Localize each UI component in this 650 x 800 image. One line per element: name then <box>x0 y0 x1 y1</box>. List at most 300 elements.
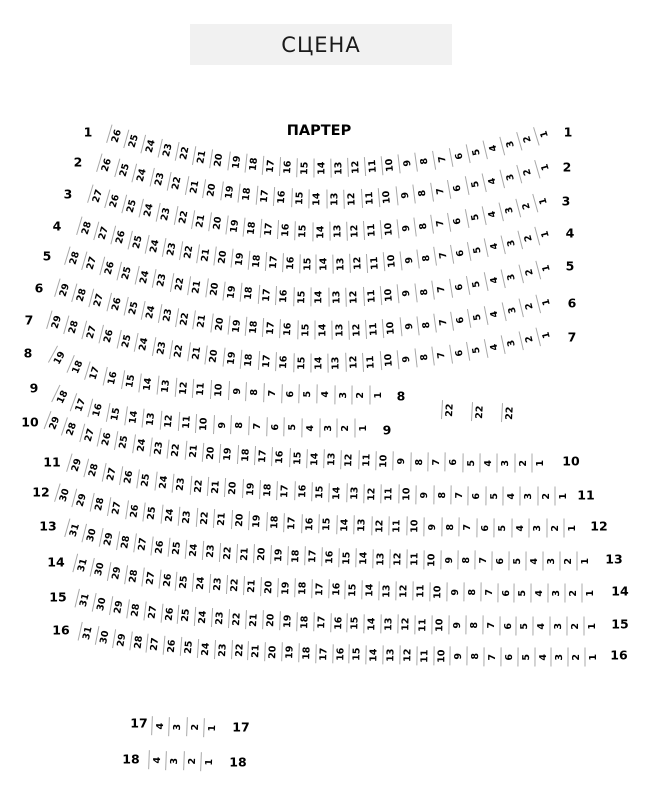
seat-row7-18[interactable] <box>240 349 259 369</box>
seat-row3-19[interactable] <box>225 215 244 236</box>
seat-row18-4[interactable] <box>148 750 166 770</box>
seat-row12-24[interactable] <box>160 505 179 526</box>
seat-row3-12[interactable] <box>346 221 364 241</box>
seat-row12-6[interactable] <box>476 518 493 537</box>
seat-row12-22[interactable] <box>196 508 214 528</box>
seat-row11-6[interactable] <box>468 486 485 505</box>
seat-row6-18[interactable] <box>245 317 264 337</box>
seat-row4-19[interactable] <box>230 249 249 270</box>
seat-row5-23[interactable] <box>152 269 172 291</box>
seat-row15-27[interactable] <box>143 602 162 623</box>
seat-row11-13[interactable] <box>346 483 364 502</box>
seat-row10-17[interactable] <box>254 446 272 466</box>
seat-row15-13[interactable] <box>380 614 397 633</box>
seat-row6-19[interactable] <box>227 315 246 336</box>
seat-row12-25[interactable] <box>143 503 162 524</box>
seat-row11-24[interactable] <box>154 472 173 493</box>
seat-row6-10[interactable] <box>382 318 400 338</box>
seat-row2-12[interactable] <box>343 189 361 209</box>
seat-row16-17[interactable] <box>315 644 333 663</box>
seat-row5-3[interactable] <box>501 265 522 287</box>
seat-row10-11[interactable] <box>358 451 376 470</box>
seat-row9-15[interactable] <box>106 403 126 425</box>
seat-row15-7[interactable] <box>482 616 499 635</box>
seat-row4-20[interactable] <box>213 247 232 268</box>
seat-row9-9[interactable] <box>213 415 231 435</box>
seat-row14-5[interactable] <box>514 583 531 602</box>
seat-row5-21[interactable] <box>187 276 207 297</box>
seat-row4-1[interactable] <box>534 223 555 246</box>
seat-row16-16[interactable] <box>332 644 349 663</box>
seat-row6-13[interactable] <box>331 321 348 340</box>
seat-row14-22[interactable] <box>226 575 244 595</box>
seat-row14-12[interactable] <box>395 581 412 600</box>
seat-row4-14[interactable] <box>316 255 333 274</box>
seat-row10-14[interactable] <box>306 449 324 469</box>
seat-row1-13[interactable] <box>330 158 347 177</box>
seat-row14-16[interactable] <box>328 580 346 599</box>
seat-row7-21[interactable] <box>187 343 207 364</box>
seat-row2-22[interactable] <box>167 172 188 194</box>
seat-row12-21[interactable] <box>213 509 231 529</box>
seat-row12-7[interactable] <box>458 518 475 537</box>
seat-row14-14[interactable] <box>362 581 379 600</box>
seat-row11-5[interactable] <box>485 486 502 505</box>
seat-row5-9[interactable] <box>397 283 416 304</box>
seat-row17-2[interactable] <box>186 718 204 738</box>
seat-row2-16[interactable] <box>273 187 291 207</box>
side-seat-3-22[interactable] <box>501 403 519 423</box>
seat-row8-3[interactable] <box>334 385 351 404</box>
seat-row10-22[interactable] <box>167 439 186 460</box>
seat-row1-15[interactable] <box>296 158 314 178</box>
seat-row1-16[interactable] <box>279 157 297 177</box>
seat-row10-25[interactable] <box>114 432 134 454</box>
seat-row15-4[interactable] <box>533 616 550 635</box>
seat-row14-10[interactable] <box>429 582 446 601</box>
seat-row16-6[interactable] <box>500 647 517 666</box>
seat-row10-16[interactable] <box>271 447 289 467</box>
seat-row5-5[interactable] <box>466 273 486 295</box>
seat-row2-11[interactable] <box>361 188 379 208</box>
seat-row15-24[interactable] <box>194 607 212 627</box>
seat-row13-26[interactable] <box>150 536 169 557</box>
seat-row12-15[interactable] <box>318 514 336 534</box>
seat-row13-9[interactable] <box>440 550 457 569</box>
seat-row11-3[interactable] <box>520 486 537 505</box>
seat-row5-1[interactable] <box>535 257 556 280</box>
seat-row14-17[interactable] <box>311 579 329 599</box>
seat-row10-12[interactable] <box>341 450 359 470</box>
seat-row17-3[interactable] <box>168 717 186 737</box>
seat-row4-11[interactable] <box>366 253 384 273</box>
seat-row3-9[interactable] <box>397 217 416 238</box>
seat-row10-21[interactable] <box>184 441 203 461</box>
seat-row9-3[interactable] <box>319 418 336 437</box>
seat-row5-12[interactable] <box>345 287 363 307</box>
seat-row12-27[interactable] <box>107 497 127 519</box>
seat-row7-15[interactable] <box>293 353 310 372</box>
seat-row7-7[interactable] <box>432 345 451 366</box>
seat-row14-15[interactable] <box>345 580 362 599</box>
seat-row14-24[interactable] <box>192 573 210 593</box>
seat-row14-20[interactable] <box>260 577 278 597</box>
seat-row15-14[interactable] <box>364 614 381 633</box>
seat-row7-5[interactable] <box>466 339 486 361</box>
seat-row8-6[interactable] <box>281 384 299 404</box>
seat-row1-14[interactable] <box>313 158 330 177</box>
seat-row3-16[interactable] <box>277 220 295 240</box>
seat-row13-18[interactable] <box>287 546 305 566</box>
seat-row11-1[interactable] <box>555 487 572 506</box>
seat-row7-14[interactable] <box>310 353 327 372</box>
seat-row5-8[interactable] <box>414 281 433 302</box>
seat-row7-1[interactable] <box>535 324 556 347</box>
seat-row14-6[interactable] <box>497 583 514 602</box>
seat-row13-5[interactable] <box>508 551 525 570</box>
seat-row7-3[interactable] <box>501 332 522 354</box>
seat-row6-21[interactable] <box>193 311 213 332</box>
seat-row12-8[interactable] <box>441 517 458 536</box>
seat-row2-14[interactable] <box>309 189 326 208</box>
seat-row14-7[interactable] <box>480 583 497 602</box>
seat-row9-12[interactable] <box>160 411 179 431</box>
seat-row14-4[interactable] <box>531 583 548 602</box>
seat-row14-3[interactable] <box>548 583 565 602</box>
seat-row3-6[interactable] <box>447 210 467 232</box>
seat-row18-1[interactable] <box>200 752 218 772</box>
seat-row16-10[interactable] <box>433 646 450 665</box>
seat-row16-29[interactable] <box>112 629 132 650</box>
seat-row13-3[interactable] <box>542 551 559 570</box>
seat-row2-9[interactable] <box>395 185 414 206</box>
seat-row14-8[interactable] <box>463 583 480 602</box>
seat-row5-11[interactable] <box>363 286 381 306</box>
seat-row13-4[interactable] <box>525 551 542 570</box>
seat-row14-25[interactable] <box>175 571 194 591</box>
seat-row11-22[interactable] <box>189 476 207 496</box>
seat-row2-17[interactable] <box>255 186 274 206</box>
seat-row15-6[interactable] <box>499 616 516 635</box>
seat-row13-14[interactable] <box>355 548 372 567</box>
seat-row8-9[interactable] <box>228 381 246 401</box>
side-seat-1-22[interactable] <box>441 400 459 420</box>
seat-row11-15[interactable] <box>311 482 329 502</box>
seat-row9-1[interactable] <box>354 418 371 437</box>
seat-row8-2[interactable] <box>352 385 369 404</box>
seat-row11-20[interactable] <box>224 478 242 498</box>
seat-row7-8[interactable] <box>414 347 433 368</box>
seat-row13-21[interactable] <box>236 544 254 564</box>
seat-row12-5[interactable] <box>493 518 510 537</box>
seat-row15-22[interactable] <box>228 609 246 629</box>
seat-row14-1[interactable] <box>582 584 599 603</box>
seat-row6-14[interactable] <box>314 321 331 340</box>
seat-row13-8[interactable] <box>457 551 474 570</box>
seat-row14-23[interactable] <box>209 574 227 594</box>
seat-row15-8[interactable] <box>465 616 482 635</box>
seat-row8-14[interactable] <box>139 373 158 394</box>
seat-row11-10[interactable] <box>398 485 415 504</box>
seat-row11-9[interactable] <box>415 485 432 504</box>
seat-row11-8[interactable] <box>433 485 450 504</box>
seat-row8-15[interactable] <box>121 371 141 393</box>
seat-row16-21[interactable] <box>247 641 265 661</box>
seat-row11-23[interactable] <box>172 474 191 495</box>
seat-row3-18[interactable] <box>243 217 262 238</box>
seat-row11-7[interactable] <box>450 486 467 505</box>
seat-row4-18[interactable] <box>247 251 266 271</box>
seat-row16-12[interactable] <box>399 646 416 665</box>
seat-row12-14[interactable] <box>336 515 354 534</box>
seat-row7-10[interactable] <box>380 350 398 370</box>
seat-row2-20[interactable] <box>202 179 222 200</box>
seat-row9-13[interactable] <box>142 409 161 430</box>
seat-row4-17[interactable] <box>264 252 282 272</box>
seat-row15-20[interactable] <box>262 611 280 631</box>
seat-row1-20[interactable] <box>210 149 230 170</box>
seat-row8-10[interactable] <box>210 380 228 400</box>
seat-row11-21[interactable] <box>207 477 225 497</box>
seat-row13-11[interactable] <box>406 550 423 569</box>
seat-row16-7[interactable] <box>483 647 500 666</box>
seat-row5-16[interactable] <box>275 286 293 306</box>
seat-row3-14[interactable] <box>312 222 329 241</box>
seat-row2-1[interactable] <box>534 156 556 179</box>
seat-row13-6[interactable] <box>491 551 508 570</box>
seat-row5-7[interactable] <box>432 279 451 300</box>
seat-row11-11[interactable] <box>381 484 398 503</box>
seat-row6-17[interactable] <box>262 318 280 338</box>
seat-row15-3[interactable] <box>550 616 567 635</box>
seat-row15-28[interactable] <box>126 599 146 620</box>
seat-row9-14[interactable] <box>124 407 144 428</box>
seat-row10-23[interactable] <box>149 437 168 458</box>
seat-row12-13[interactable] <box>353 515 371 534</box>
seat-row15-9[interactable] <box>448 615 465 634</box>
seat-row1-8[interactable] <box>415 151 434 172</box>
seat-row10-4[interactable] <box>479 453 496 472</box>
seat-row14-19[interactable] <box>277 578 295 598</box>
seat-row5-19[interactable] <box>222 281 241 302</box>
seat-row13-17[interactable] <box>304 547 322 567</box>
seat-row7-22[interactable] <box>169 340 189 362</box>
seat-row11-17[interactable] <box>276 481 294 501</box>
seat-row16-13[interactable] <box>382 645 399 664</box>
seat-row10-5[interactable] <box>462 453 479 472</box>
seat-row7-20[interactable] <box>205 345 224 366</box>
seat-row3-20[interactable] <box>208 213 228 234</box>
seat-row7-12[interactable] <box>345 353 363 373</box>
seat-row3-1[interactable] <box>532 190 553 213</box>
seat-row10-18[interactable] <box>236 445 254 465</box>
seat-row14-27[interactable] <box>141 568 160 589</box>
seat-row13-1[interactable] <box>577 552 594 571</box>
seat-row16-1[interactable] <box>585 648 602 667</box>
seat-row5-14[interactable] <box>311 288 328 307</box>
seat-row9-7[interactable] <box>248 416 266 436</box>
seat-row13-10[interactable] <box>423 550 440 569</box>
seat-row8-5[interactable] <box>299 384 316 403</box>
seat-row10-24[interactable] <box>132 435 152 456</box>
seat-row11-25[interactable] <box>137 469 157 490</box>
seat-row7-13[interactable] <box>328 353 345 372</box>
seat-row3-11[interactable] <box>363 220 381 240</box>
seat-row7-9[interactable] <box>397 349 416 369</box>
seat-row13-19[interactable] <box>270 545 288 565</box>
seat-row15-11[interactable] <box>414 615 431 634</box>
seat-row15-2[interactable] <box>567 616 584 635</box>
seat-row18-2[interactable] <box>183 752 201 772</box>
seat-row16-9[interactable] <box>450 647 467 666</box>
seat-row14-9[interactable] <box>446 582 463 601</box>
seat-row14-11[interactable] <box>412 582 429 601</box>
seat-row13-25[interactable] <box>168 538 187 559</box>
seat-row6-11[interactable] <box>365 319 383 339</box>
seat-row16-14[interactable] <box>365 645 382 664</box>
seat-row10-3[interactable] <box>497 453 514 472</box>
seat-row13-22[interactable] <box>219 542 237 562</box>
seat-row8-4[interactable] <box>316 385 333 404</box>
seat-row12-10[interactable] <box>406 517 423 536</box>
seat-row14-21[interactable] <box>243 576 261 596</box>
seat-row16-11[interactable] <box>416 646 433 665</box>
seat-row13-15[interactable] <box>338 548 356 567</box>
seat-row9-10[interactable] <box>195 414 213 434</box>
seat-row14-28[interactable] <box>124 565 144 586</box>
seat-row3-13[interactable] <box>329 222 346 241</box>
seat-row16-24[interactable] <box>197 638 215 658</box>
seat-row1-10[interactable] <box>381 155 400 175</box>
seat-row2-10[interactable] <box>378 187 396 207</box>
seat-row9-11[interactable] <box>177 412 195 432</box>
seat-row10-15[interactable] <box>289 448 307 468</box>
seat-row11-2[interactable] <box>537 486 554 505</box>
seat-row16-22[interactable] <box>231 641 249 661</box>
seat-row6-16[interactable] <box>279 320 297 340</box>
seat-row7-19[interactable] <box>222 348 241 369</box>
seat-row12-23[interactable] <box>178 506 197 526</box>
seat-row13-2[interactable] <box>559 551 576 570</box>
seat-row4-16[interactable] <box>282 253 300 273</box>
seat-row9-5[interactable] <box>284 417 301 436</box>
seat-row16-3[interactable] <box>551 647 568 666</box>
seat-row10-6[interactable] <box>445 453 462 472</box>
seat-row11-4[interactable] <box>502 486 519 505</box>
seat-row16-23[interactable] <box>214 640 232 660</box>
seat-row15-25[interactable] <box>177 605 196 625</box>
seat-row6-8[interactable] <box>416 314 435 335</box>
seat-row2-6[interactable] <box>447 177 467 199</box>
seat-row8-8[interactable] <box>245 382 263 402</box>
seat-row10-2[interactable] <box>514 453 531 472</box>
seat-row6-1[interactable] <box>535 291 556 314</box>
seat-row13-7[interactable] <box>474 551 491 570</box>
seat-row16-26[interactable] <box>163 636 182 656</box>
seat-row7-16[interactable] <box>275 352 293 372</box>
seat-row8-12[interactable] <box>174 378 193 398</box>
seat-row11-14[interactable] <box>329 483 347 503</box>
seat-row9-2[interactable] <box>337 418 354 437</box>
seat-row12-12[interactable] <box>371 516 388 535</box>
seat-row10-7[interactable] <box>427 452 444 471</box>
side-seat-2-22[interactable] <box>471 402 489 422</box>
seat-row16-15[interactable] <box>349 645 366 664</box>
seat-row15-19[interactable] <box>279 611 297 631</box>
seat-row12-2[interactable] <box>546 518 563 537</box>
seat-row13-20[interactable] <box>253 544 271 564</box>
seat-row2-15[interactable] <box>291 189 309 209</box>
seat-row16-2[interactable] <box>568 647 585 666</box>
seat-row5-18[interactable] <box>240 283 259 304</box>
seat-row9-6[interactable] <box>266 417 284 436</box>
seat-row12-9[interactable] <box>423 517 440 536</box>
seat-row10-19[interactable] <box>219 444 237 464</box>
seat-row2-8[interactable] <box>413 183 432 204</box>
seat-row12-18[interactable] <box>266 512 284 532</box>
seat-row16-25[interactable] <box>180 637 198 657</box>
seat-row4-10[interactable] <box>383 251 401 271</box>
seat-row4-13[interactable] <box>333 254 350 273</box>
seat-row2-18[interactable] <box>238 184 257 205</box>
seat-row9-8[interactable] <box>231 415 249 435</box>
seat-row12-16[interactable] <box>301 514 319 534</box>
seat-row12-1[interactable] <box>564 519 581 538</box>
seat-row1-12[interactable] <box>347 158 365 178</box>
seat-row15-1[interactable] <box>584 617 601 636</box>
seat-row15-12[interactable] <box>397 615 414 634</box>
seat-row16-20[interactable] <box>264 642 282 662</box>
seat-row10-1[interactable] <box>532 454 549 473</box>
seat-row16-18[interactable] <box>298 643 316 662</box>
seat-row12-3[interactable] <box>528 518 545 537</box>
seat-row6-12[interactable] <box>348 320 366 340</box>
seat-row8-16[interactable] <box>103 367 124 389</box>
seat-row14-13[interactable] <box>378 581 395 600</box>
seat-row14-2[interactable] <box>565 583 582 602</box>
seat-row10-13[interactable] <box>323 449 341 469</box>
seat-row15-23[interactable] <box>211 608 229 628</box>
seat-row15-15[interactable] <box>347 613 364 632</box>
seat-row4-12[interactable] <box>350 254 368 274</box>
seat-row1-17[interactable] <box>261 156 279 176</box>
seat-row15-18[interactable] <box>296 612 314 632</box>
seat-row6-20[interactable] <box>210 313 229 334</box>
seat-row18-3[interactable] <box>165 751 183 771</box>
seat-row6-9[interactable] <box>399 316 418 337</box>
seat-row15-16[interactable] <box>330 613 348 632</box>
seat-row15-21[interactable] <box>245 610 263 630</box>
seat-row5-10[interactable] <box>380 285 398 305</box>
seat-row12-17[interactable] <box>283 513 301 533</box>
seat-row3-10[interactable] <box>380 219 398 239</box>
seat-row1-11[interactable] <box>364 156 382 176</box>
seat-row9-4[interactable] <box>301 418 318 437</box>
seat-row10-9[interactable] <box>393 452 410 471</box>
seat-row12-11[interactable] <box>388 516 405 535</box>
seat-row2-19[interactable] <box>220 182 239 203</box>
seat-row5-20[interactable] <box>205 279 224 300</box>
seat-row7-11[interactable] <box>362 352 380 372</box>
seat-row16-8[interactable] <box>467 647 484 666</box>
seat-row13-16[interactable] <box>321 547 339 567</box>
seat-row5-13[interactable] <box>328 288 345 307</box>
seat-row10-20[interactable] <box>202 443 220 463</box>
seat-row8-1[interactable] <box>369 385 386 404</box>
seat-row2-13[interactable] <box>326 189 343 208</box>
seat-row13-23[interactable] <box>202 541 220 561</box>
seat-row16-4[interactable] <box>534 647 551 666</box>
